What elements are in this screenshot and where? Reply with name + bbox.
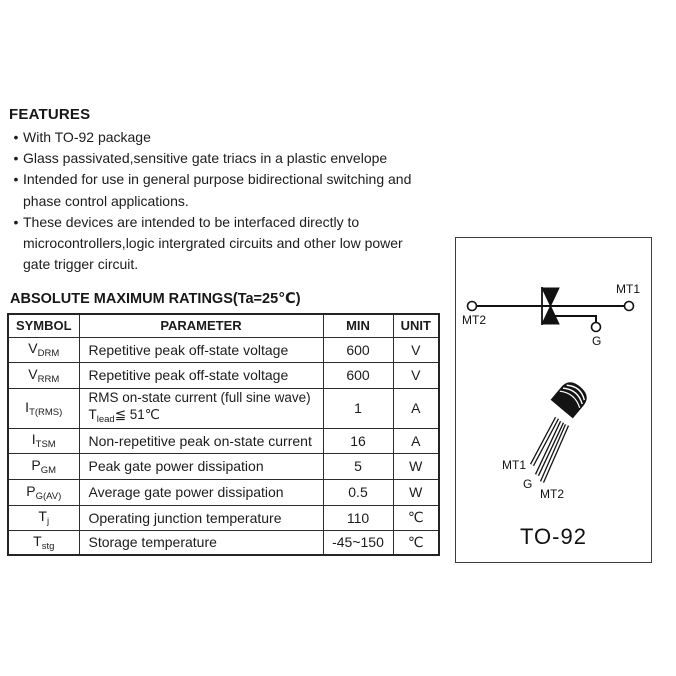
symbol-cell <box>8 479 79 505</box>
symbol-main: V <box>28 340 38 356</box>
symbol-main: I <box>31 431 36 447</box>
symbol-main: V <box>28 365 38 382</box>
table-row <box>8 479 439 505</box>
unit-cell: V <box>393 362 439 388</box>
symbol-cell <box>8 453 79 479</box>
package-mt2-label: MT2 <box>540 487 564 501</box>
parameter-cell: Peak gate power dissipation <box>79 453 323 479</box>
col-header-symbol: SYMBOL <box>8 314 79 337</box>
table-row <box>8 428 439 453</box>
min-cell: 110 <box>323 505 393 530</box>
schematic-mt2-label: MT2 <box>462 313 486 327</box>
symbol-sub: GM <box>40 464 57 476</box>
features-list <box>9 127 439 275</box>
symbol-main: P <box>26 482 36 499</box>
package-mt1-label: MT1 <box>502 458 526 472</box>
feature-line: phase control applications. <box>23 192 189 209</box>
feature-line: Glass passivated,sensitive gate triacs in a plastic envelope <box>23 150 388 167</box>
min-cell: 600 <box>323 337 393 362</box>
symbol-main: I <box>25 398 30 415</box>
parameter-line: RMS on-state current (full sine wave) <box>88 389 311 405</box>
bullet-icon: • <box>13 213 19 230</box>
symbol-sub: T(RMS) <box>29 406 63 418</box>
parameter-cell: Repetitive peak off-state voltage <box>79 337 323 362</box>
symbol-main: T <box>33 532 42 549</box>
table-row <box>8 362 439 388</box>
feature-line: These devices are intended to be interfaced directly to <box>23 213 360 230</box>
symbol-cell <box>8 388 79 428</box>
unit-cell: ℃ <box>393 530 439 555</box>
parameter-cell <box>79 388 323 428</box>
ratings-table <box>7 313 440 556</box>
symbol-sub: TSM <box>35 439 56 450</box>
features-heading: FEATURES <box>9 106 91 123</box>
symbol-cell <box>8 530 79 555</box>
feature-line: Intended for use in general purpose bidirectional switching and <box>23 171 412 188</box>
unit-cell: V <box>393 337 439 362</box>
symbol-sub: G(AV) <box>35 490 62 502</box>
package-name: TO-92 <box>520 524 587 549</box>
min-cell: 1 <box>323 388 393 428</box>
feature-item <box>9 148 439 169</box>
symbol-cell <box>8 337 79 362</box>
unit-cell: A <box>393 388 439 428</box>
bullet-icon: • <box>13 150 19 167</box>
bullet-icon: • <box>13 171 19 188</box>
table-row <box>8 505 439 530</box>
bullet-icon: • <box>13 129 19 145</box>
min-cell: 600 <box>323 362 393 388</box>
schematic-mt1-label: MT1 <box>616 282 640 296</box>
unit-cell: ℃ <box>393 505 439 530</box>
tlead-sub: lead <box>96 413 115 425</box>
symbol-sub: j <box>46 516 50 527</box>
unit-cell: A <box>393 428 439 453</box>
tlead-condition: ≦ 51℃ <box>114 406 160 422</box>
symbol-sub: RRM <box>37 373 60 385</box>
min-cell: 5 <box>323 453 393 479</box>
feature-line: microcontrollers,logic intergrated circuits and other low power <box>23 235 403 252</box>
symbol-main: T <box>38 508 47 524</box>
min-cell: 16 <box>323 428 393 453</box>
parameter-cell: Repetitive peak off-state voltage <box>79 362 323 388</box>
symbol-cell <box>8 505 79 530</box>
unit-cell: W <box>393 453 439 479</box>
package-diagram-box <box>455 237 652 563</box>
table-row <box>8 453 439 479</box>
feature-item <box>9 212 439 276</box>
parameter-line <box>89 406 323 428</box>
parameter-cell: Storage temperature <box>79 530 323 555</box>
table-row <box>8 530 439 555</box>
symbol-cell <box>8 362 79 388</box>
parameter-cell: Operating junction temperature <box>79 505 323 530</box>
parameter-cell: Average gate power dissipation <box>79 479 323 505</box>
to92-package-icon <box>532 378 591 482</box>
symbol-main: P <box>31 456 41 473</box>
triac-symbol-icon <box>468 287 634 332</box>
table-row <box>8 388 439 428</box>
package-gate-label: G <box>523 477 533 491</box>
feature-item <box>9 127 439 148</box>
col-header-unit: UNIT <box>393 314 439 337</box>
schematic-gate-label: G <box>592 334 602 348</box>
col-header-min: MIN <box>323 314 393 337</box>
feature-line: gate trigger circuit. <box>23 256 139 273</box>
tlead-main: T <box>88 406 97 422</box>
symbol-sub: stg <box>41 540 55 552</box>
col-header-parameter: PARAMETER <box>79 314 323 337</box>
min-cell: -45~150 <box>323 530 393 555</box>
parameter-cell: Non-repetitive peak on-state current <box>79 428 323 453</box>
min-cell: 0.5 <box>323 479 393 505</box>
ratings-heading: ABSOLUTE MAXIMUM RATINGS(Ta=25℃) <box>10 291 301 307</box>
feature-item <box>9 169 439 211</box>
symbol-sub: DRM <box>37 348 60 359</box>
symbol-cell <box>8 428 79 453</box>
feature-line: With TO-92 package <box>23 129 151 145</box>
table-row <box>8 337 439 362</box>
unit-cell: W <box>393 479 439 505</box>
table-header-row <box>8 314 439 337</box>
